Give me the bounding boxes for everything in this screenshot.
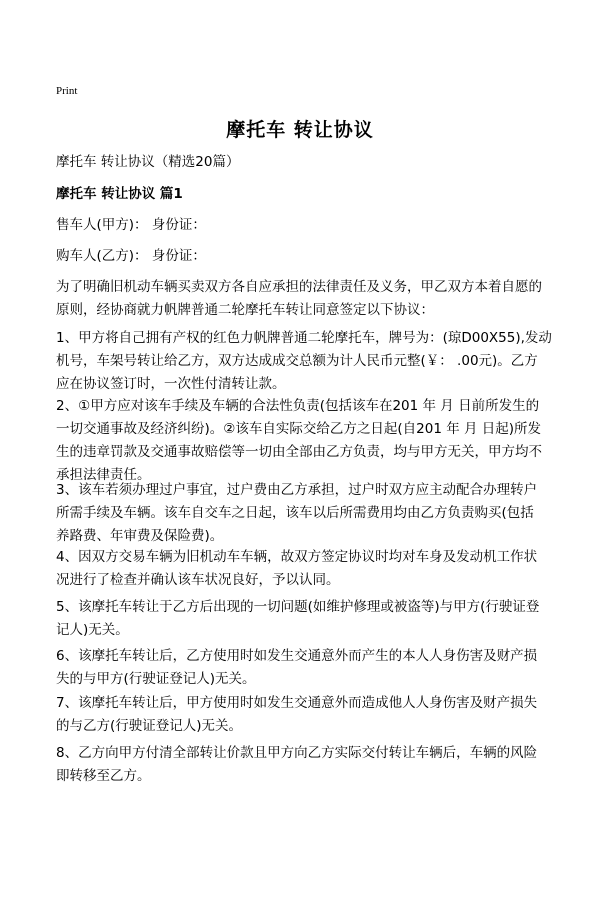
paragraph-line: 记人)无关。: [56, 622, 129, 638]
paragraph-preamble: [56, 276, 556, 322]
paragraph-line: 4、因双方交易车辆为旧机动车车辆，故双方签定协议时均对车身及发动机工作状: [56, 549, 538, 565]
paragraph-line: 8、乙方向甲方付清全部转让价款且甲方向乙方实际交付转让车辆后，车辆的风险: [56, 745, 538, 761]
clause-5: [56, 596, 556, 642]
paragraph-line: 生的违章罚款及交通事故赔偿等一切由全部由乙方负责，均与甲方无关，甲方均不: [56, 444, 542, 460]
paragraph-line: 1、甲方将自己拥有产权的红色力帆牌普通二轮摩托车，牌号为：(琼D00X55),发动: [56, 330, 552, 346]
paragraph-line: 机号，车架号转让给乙方，双方达成成交总额为计人民币元整(￥： .00元)。乙方: [56, 353, 538, 369]
paragraph-line: 一切交通事故及经济纠纷)。②该车自实际交给乙方之日起(自201 年 月 日起)所发: [56, 421, 542, 437]
paragraph-line: 6、该摩托车转让后，乙方使用时如发生交通意外而产生的本人人身伤害及财产损: [56, 648, 538, 664]
paragraph-line: 应在协议签订时，一次性付清转让款。: [56, 376, 286, 392]
paragraph-line: 养路费、年审费及保险费)。: [56, 528, 224, 544]
section-heading: 摩托车 转让协议 篇1: [56, 186, 183, 202]
paragraph-line: 3、该车若须办理过户事宜，过户费由乙方承担，过户时双方应主动配合办理转户: [56, 482, 538, 498]
document-subtitle: 摩托车 转让协议（精选20篇）: [56, 154, 240, 170]
paragraph-line: 失的与甲方(行驶证登记人)无关。: [56, 671, 256, 687]
document-title: 摩托车 转让协议: [226, 119, 374, 141]
print-label: Print: [56, 85, 78, 97]
paragraph-line: 7、该摩托车转让后，甲方使用时如发生交通意外而造成他人人身伤害及财产损失: [56, 695, 538, 711]
clause-6: [56, 645, 556, 691]
paragraph-line: 5、该摩托车转让于乙方后出现的一切问题(如维护修理或被盗等)与甲方(行驶证登: [56, 599, 540, 615]
paragraph-line: 的与乙方(行驶证登记人)无关。: [56, 718, 243, 734]
paragraph-line: 承担法律责任。: [56, 467, 151, 483]
seller-line: 售车人(甲方)： 身份证：: [56, 217, 206, 233]
buyer-line: 购车人(乙方)： 身份证：: [56, 248, 206, 264]
clause-1: [56, 327, 556, 396]
paragraph-line: 况进行了检查并确认该车状况良好，予以认同。: [56, 572, 340, 588]
clause-2: [56, 395, 556, 487]
paragraph-line: 所需手续及车辆。该车自交车之日起，该车以后所需费用均由乙方负责购买(包括: [56, 505, 534, 521]
paragraph-line: 为了明确旧机动车辆买卖双方各自应承担的法律责任及义务，甲乙双方本着自愿的: [56, 279, 542, 295]
paragraph-line: 即转移至乙方。: [56, 768, 151, 784]
paragraph-line: 原则，经协商就力帆牌普通二轮摩托车转让同意签定以下协议：: [56, 302, 434, 318]
clause-3: [56, 479, 556, 548]
clause-7: [56, 692, 556, 738]
clause-8: [56, 742, 556, 788]
clause-4: [56, 546, 556, 592]
paragraph-line: 2、①甲方应对该车手续及车辆的合法性负责(包括该车在201 年 月 日前所发生的: [56, 398, 540, 414]
